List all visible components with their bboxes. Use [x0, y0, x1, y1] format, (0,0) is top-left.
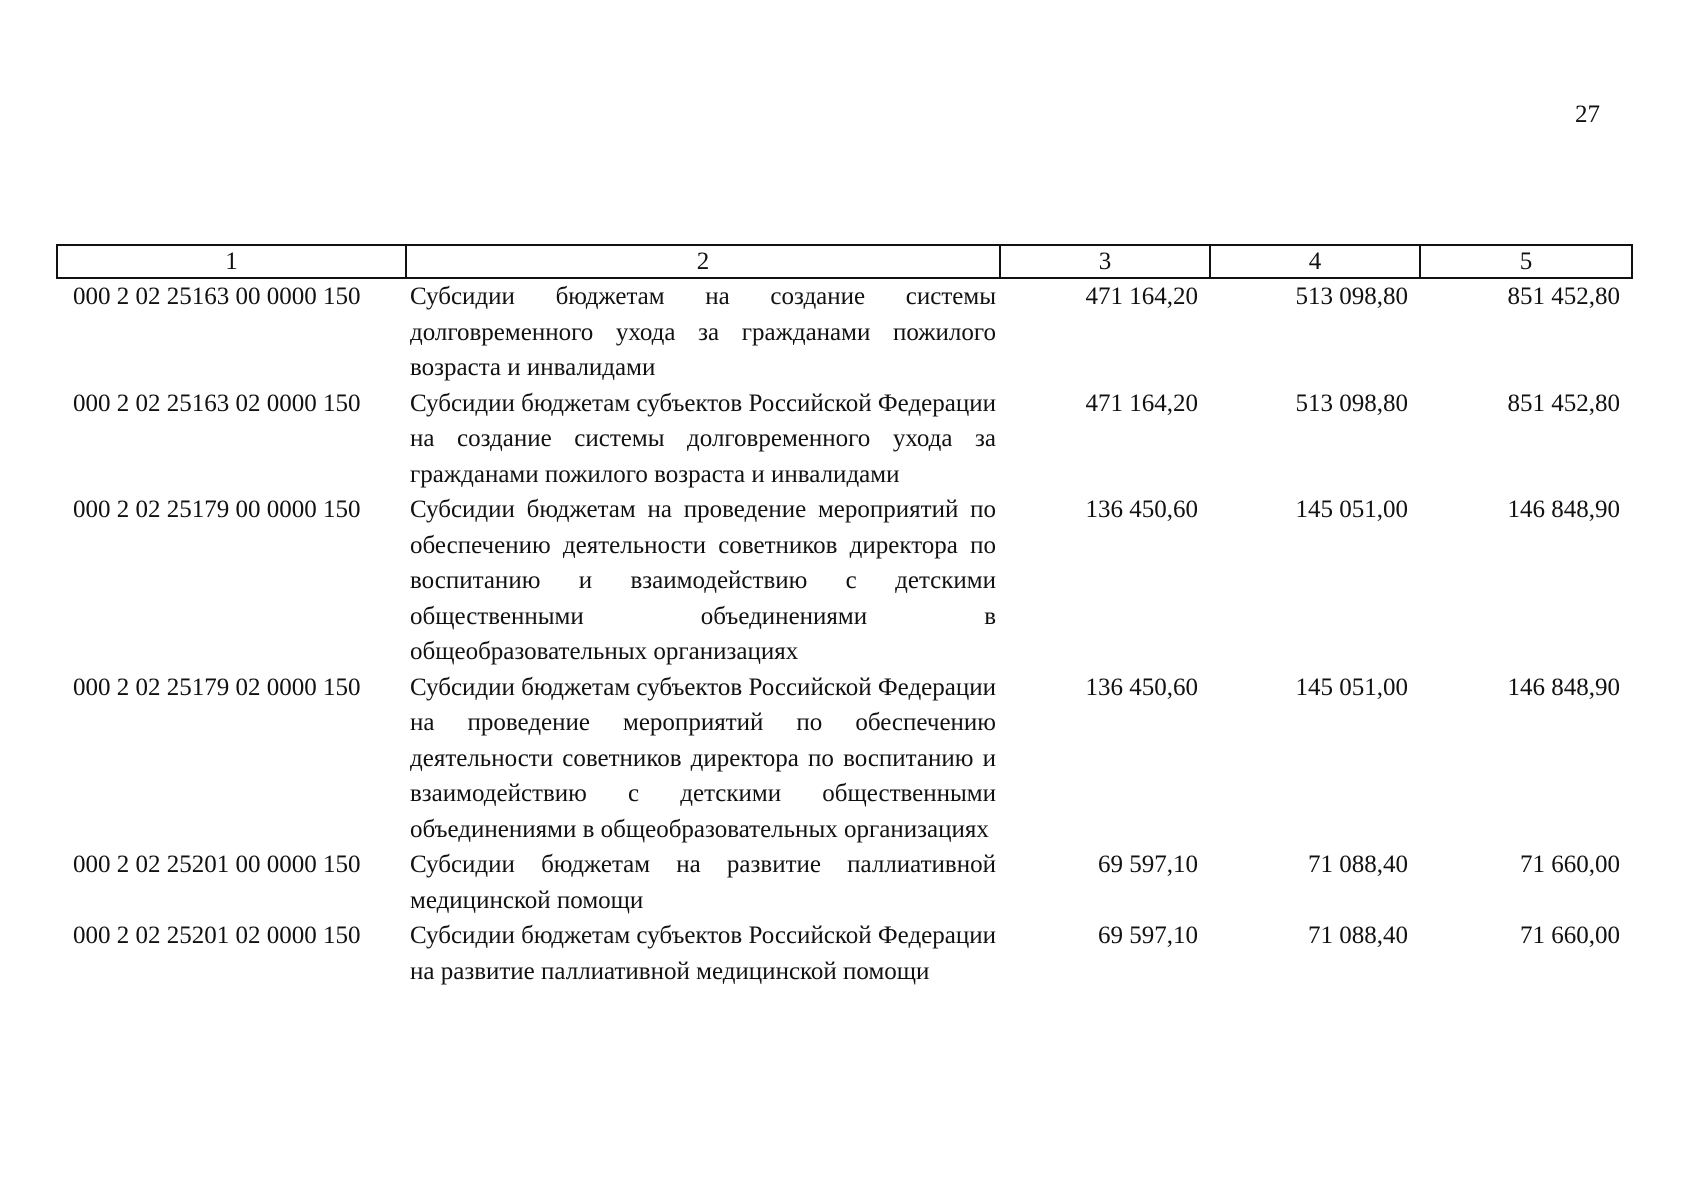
amount-col-4: 513 098,80 — [1295, 283, 1408, 310]
amount-col-3: 136 450,60 — [1085, 496, 1198, 523]
budget-code: 000 2 02 25163 00 0000 150 — [73, 283, 361, 310]
table-header-row — [57, 245, 1632, 278]
column-header-2: 2 — [406, 245, 1000, 278]
budget-table — [56, 244, 1633, 989]
budget-code: 000 2 02 25201 02 0000 150 — [73, 922, 361, 949]
item-description: Субсидии бюджетам на развитие паллиативной медицинской помощи — [410, 851, 996, 914]
budget-code: 000 2 02 25201 00 0000 150 — [73, 851, 361, 878]
column-header-4: 4 — [1210, 245, 1420, 278]
amount-col-4: 71 088,40 — [1308, 851, 1408, 878]
amount-col-3: 69 597,10 — [1098, 851, 1198, 878]
item-description: Субсидии бюджетам субъектов Российской Федерации на развитие паллиативной медицинской помощи — [410, 922, 996, 985]
budget-code: 000 2 02 25179 00 0000 150 — [73, 496, 361, 523]
item-description: Субсидии бюджетам субъектов Российской Федерации на проведение мероприятий по обеспечению деятельности советников директора по воспитанию и взаимодействию с детскими общественными объединениями в общеобразовательных организациях — [410, 673, 996, 843]
amount-col-5: 71 660,00 — [1520, 922, 1620, 949]
amount-col-5: 146 848,90 — [1507, 496, 1620, 523]
item-description: Субсидии бюджетам на создание системы долговременного ухода за гражданами пожилого возраста и инвалидами — [410, 283, 996, 381]
amount-col-5: 71 660,00 — [1520, 851, 1620, 878]
item-description: Субсидии бюджетам субъектов Российской Федерации на создание системы долговременного ухода за гражданами пожилого возраста и инвалидами — [410, 389, 996, 488]
amount-col-3: 471 164,20 — [1085, 283, 1198, 310]
page-number: 27 — [1575, 101, 1600, 128]
budget-code: 000 2 02 25163 02 0000 150 — [73, 389, 361, 417]
amount-col-4: 513 098,80 — [1295, 389, 1408, 417]
table-row — [57, 847, 1632, 918]
amount-col-5: 851 452,80 — [1507, 389, 1620, 417]
table-row — [57, 492, 1632, 670]
amount-col-3: 471 164,20 — [1085, 389, 1198, 417]
item-description: Субсидии бюджетам на проведение мероприятий по обеспечению деятельности советников директора по воспитанию и взаимодействию с детскими общественными объединениями в общеобразовательных организациях — [410, 496, 996, 665]
table-row — [57, 386, 1632, 493]
amount-col-5: 146 848,90 — [1507, 673, 1620, 701]
amount-col-4: 145 051,00 — [1295, 673, 1408, 701]
column-header-3: 3 — [1000, 245, 1210, 278]
amount-col-3: 69 597,10 — [1098, 922, 1198, 949]
amount-col-4: 145 051,00 — [1295, 496, 1408, 523]
table-row — [57, 278, 1632, 386]
budget-code: 000 2 02 25179 02 0000 150 — [73, 673, 361, 701]
table-row — [57, 670, 1632, 848]
column-header-1: 1 — [57, 245, 406, 278]
amount-col-4: 71 088,40 — [1308, 922, 1408, 949]
amount-col-5: 851 452,80 — [1507, 283, 1620, 310]
column-header-5: 5 — [1420, 245, 1632, 278]
amount-col-3: 136 450,60 — [1085, 673, 1198, 701]
table-row — [57, 918, 1632, 989]
